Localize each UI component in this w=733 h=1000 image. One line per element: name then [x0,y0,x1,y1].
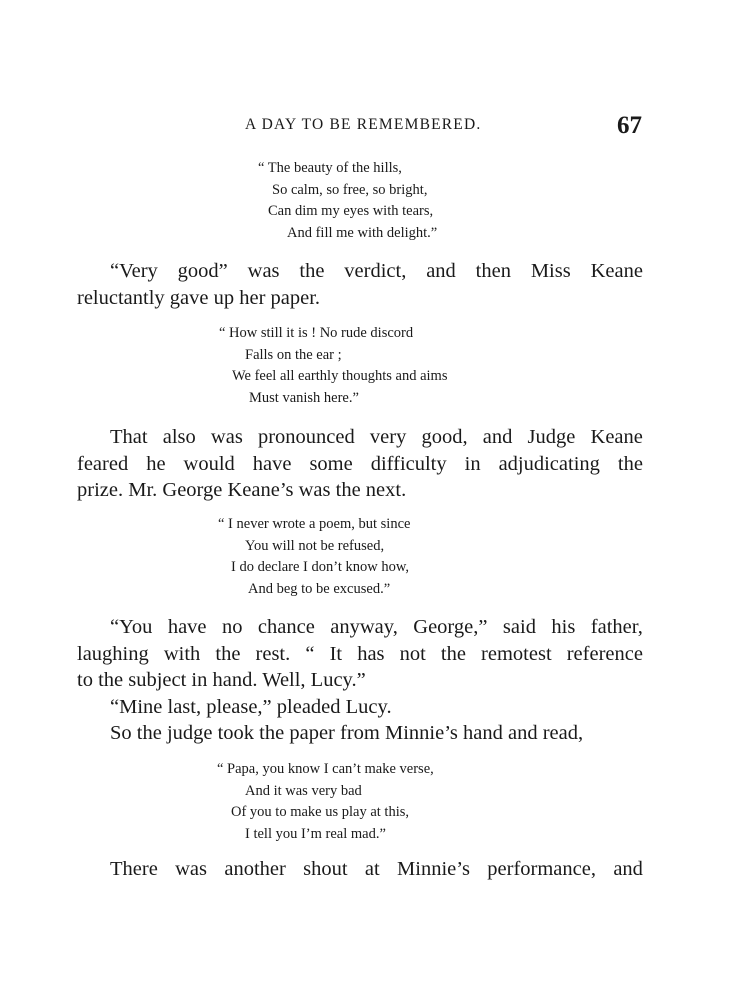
poem-2 [0,323,447,409]
poem-2-line-2: Falls on the ear ; [245,346,342,363]
paragraph-3-line-5-text: So the judge took the paper from Minnie’s hand and read, [110,722,584,744]
paragraph-1-line-1-text-word: the [299,260,325,282]
paragraph-3-line-2-text-word: has [357,642,385,665]
paragraph-2-line-1-text-word: was [210,426,243,448]
paragraph-4-line-1-text-word: and [613,858,643,880]
paragraph-2-line-2-text-word: adjudicating [498,452,600,475]
paragraph-3-line-4 [77,694,643,721]
paragraph-4-line-1-text-word: was [175,858,208,880]
poem-1-line-3: Can dim my eyes with tears, [268,203,434,219]
paragraph-2-line-1-text-word: Judge [527,426,576,448]
paragraph-3-line-1-text-word: George,” [413,616,488,638]
poem-4 [0,759,434,845]
poem-3-line-2: You will not be refused, [245,537,385,554]
paragraph-3-line-2-text-word: the [440,642,466,665]
poem-3-line-4: And beg to be excused.” [248,580,391,597]
paragraph-4-line-1-text-word: shout [303,858,348,880]
paragraph-1-line-1-text-word: and [426,260,456,282]
paragraph-4-line-1-text-word: There [110,858,158,880]
paragraph-3-line-1-text-word: have [167,616,207,638]
poem-3-line-1: “ I never wrote a poem, but since [218,516,411,532]
paragraph-3-line-3 [77,667,643,694]
paragraph-2-line-2 [77,451,643,478]
poem-3-line-3: I do declare I don’t know how, [231,559,409,575]
paragraph-2-line-2-text-word: would [183,452,235,475]
paragraph-1-line-2 [77,285,643,312]
paragraph-3-line-1-text-word: no [221,616,243,638]
poem-4-line-4: I tell you I’m real mad.” [245,825,386,842]
paragraph-3-line-4-text: “Mine last, please,” pleaded Lucy. [110,695,392,718]
paragraph-2-line-1-text-word: and [482,426,513,448]
running-title: A DAY TO BE REMEMBERED. [245,116,482,133]
poem-4-line-3: Of you to make us play at this, [231,804,410,820]
paragraph-3-line-2 [77,641,643,668]
paragraph-3-line-1 [77,614,643,641]
paragraph-3-line-1-text-word: “You [110,616,153,638]
paragraph-3 [77,614,643,747]
poem-3 [0,514,410,600]
paragraph-2-line-3 [77,477,643,504]
paragraph-3-line-1-text-word: chance [257,616,315,638]
paragraph-2-line-2-text-word: the [617,452,643,475]
poem-2-line-3: We feel all earthly thoughts and aims [232,368,448,384]
paragraph-3-line-2-text-word: laughing [77,642,149,665]
paragraph-2-line-2-text-word: he [146,452,166,475]
paragraph-1-line-1-text-word: Miss [530,260,571,282]
paragraph-3-line-1-text-word: father, [590,616,643,638]
poem-1 [0,158,437,244]
paragraph-4-line-1-text-word: another [224,858,286,880]
paragraph-2-line-2-text-word: difficulty [370,452,447,475]
paragraph-3-line-2-text-word: It [329,642,343,665]
paragraph-4-line-1-text-word: at [364,858,380,880]
paragraph-3-line-2-text-word: remotest [481,642,552,665]
paragraph-2-line-2-text-word: have [252,452,292,475]
poem-2-line-1: “ How still it is ! No rude discord [219,325,414,341]
paragraph-1-line-1-text-word: was [247,260,280,282]
page-header [0,112,733,142]
poem-2-line-4: Must vanish here.” [249,389,359,406]
paragraph-2-line-2-text-word: some [309,452,353,475]
paragraph-4-line-1-text-word: performance, [487,858,596,880]
paragraph-2-line-2-text-word: in [464,452,481,475]
paragraph-3-line-2-text-word: “ [305,642,315,665]
paragraph-3-line-2-text-word: not [399,642,426,665]
paragraph-4 [77,856,643,883]
paragraph-2-line-1 [77,424,643,451]
paragraph-1-line-1 [77,258,643,285]
poem-1-line-1: “ The beauty of the hills, [258,160,402,176]
paragraph-1 [77,258,643,311]
poem-1-line-2: So calm, so free, so bright, [272,181,428,198]
paragraph-2-line-1-text-word: Keane [590,426,643,448]
paragraph-1-line-1-text-word: Keane [590,260,643,282]
paragraph-2-line-1-text-word: pronounced [257,426,355,448]
paragraph-1-line-1-text-word: “Very [110,260,158,282]
paragraph-3-line-1-text-word: anyway, [330,616,398,638]
paragraph-2-line-1-text-word: also [162,426,196,448]
paragraph-4-line-1-text-word: Minnie’s [397,858,470,880]
poem-1-line-4: And fill me with delight.” [287,224,438,241]
paragraph-3-line-1-text-word: his [551,616,576,638]
paragraph-3-line-3-text: to the subject in hand. Well, Lucy.” [77,669,366,691]
page-number: 67 [617,112,642,139]
paragraph-4-line-1 [77,856,643,883]
paragraph-2-line-1-text-word: very [369,426,407,448]
paragraph-3-line-2-text-word: with [163,642,201,665]
paragraph-1-line-2-text: reluctantly gave up her paper. [77,286,321,309]
paragraph-2-line-1-text-word: That [110,426,148,448]
paragraph-3-line-2-text-word: reference [566,642,643,665]
paragraph-2-line-3-text: prize. Mr. George Keane’s was the next. [77,479,407,501]
paragraph-3-line-1-text-word: said [502,616,536,638]
paragraph-3-line-2-text-word: the [215,642,241,665]
poem-4-line-1: “ Papa, you know I can’t make verse, [217,761,434,777]
paragraph-2 [77,424,643,504]
paragraph-1-line-1-text-word: good” [177,260,228,282]
paragraph-2-line-1-text-word: good, [421,426,468,448]
paragraph-1-line-1-text-word: then [475,260,511,282]
paragraph-3-line-2-text-word: rest. [255,642,291,665]
paragraph-1-line-1-text-word: verdict, [344,260,407,282]
paragraph-3-line-5 [77,720,643,747]
paragraph-2-line-2-text-word: feared [77,452,129,475]
poem-4-line-2: And it was very bad [245,782,362,799]
